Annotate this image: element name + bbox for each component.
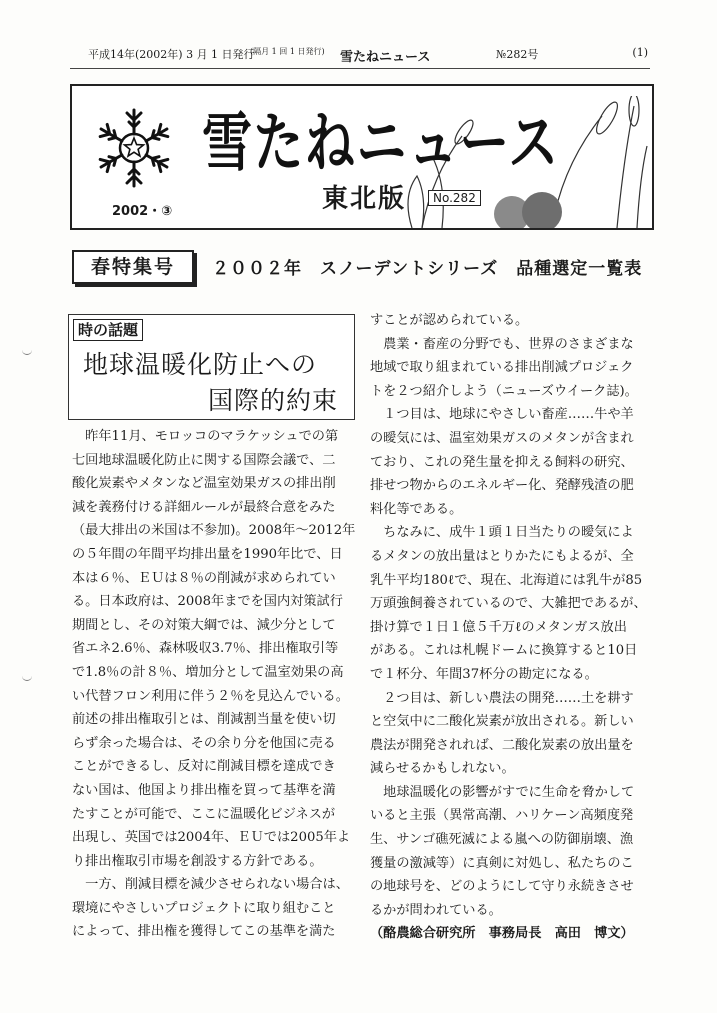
article-line: （最大排出の米国は不参加)。2008年～2012年 [72, 523, 356, 539]
article-line: ことができるし、反対に削減目標を達成でき [72, 759, 336, 775]
masthead [70, 84, 654, 230]
article-line: 減らせるかもしれない。 [370, 761, 515, 777]
article-line: 昨年11月、モロッコのマラケッシュでの第 [72, 429, 339, 444]
article-line: るメタンの放出量はとりかたにもよるが、全 [370, 548, 634, 564]
header-rule [70, 68, 650, 69]
special-issue-headline: ２００２年 スノーデントシリーズ 品種選定一覧表 [212, 259, 643, 279]
author-signature: （酪農総合研究所 事務局長 高田 博文） [370, 926, 634, 942]
header-title: 雪たねニュース [340, 50, 431, 65]
punch-hole-mark [22, 672, 32, 681]
article-line: すことが認められている。 [370, 313, 529, 328]
article-line: 省エネ2.6％、森林吸収3.7％、排出権取引等 [72, 641, 339, 657]
article-line: いると主張（異常高潮、ハリケーン高頻度発 [370, 808, 634, 824]
article-line: の曖気には、温室効果ガスのメタンが含まれ [370, 430, 634, 446]
article-line: る。日本政府は、2008年までを国内対策試行 [72, 594, 343, 610]
article-line: 掛け算で１日１億５千万ℓのメタンガス放出 [370, 619, 627, 635]
page-number: (1) [632, 46, 648, 59]
topic-label: 時の話題 [73, 319, 143, 341]
article-line: 万頭強飼養されているので、大雑把であるが、 [370, 596, 647, 612]
article-line: がある。これは札幌ドームに換算すると10日 [370, 643, 638, 659]
special-issue-label: 春特集号 [72, 250, 194, 284]
article-line: い代替フロン利用に伴う２％を見込んでいる。 [72, 688, 349, 704]
masthead-date: 2002・③ [112, 204, 173, 219]
article-line: ない国は、他国より排出権を買って基準を満 [72, 782, 336, 798]
article-line: 生、サンゴ礁死滅による嵐への防御崩壊、漁 [370, 832, 634, 848]
article-line: 農業・畜産の分野でも、世界のさまざまな [370, 336, 634, 352]
masthead-edition: 東北版 [322, 184, 407, 214]
article-line: 獲量の激減等）に真剣に対処し、私たちのこ [370, 855, 634, 871]
article-line: の地球号を、どのようにして守り永続きさせ [370, 879, 634, 895]
article-line: らず余った場合は、その余り分を他国に売る [72, 735, 336, 751]
article-line: 減を義務付ける詳細ルールが最終合意をみた [72, 499, 336, 515]
article-line: で１杯分、年間37杯分の勘定になる。 [370, 666, 598, 682]
article-line: 排せつ物からのエネルギー化、発酵残渣の肥 [370, 478, 634, 494]
article-line: ちなみに、成牛１頭１日当たりの曖気によ [370, 525, 634, 541]
issue-number: №282号 [496, 48, 539, 61]
article-line: 前述の排出権取引とは、削減割当量を使い切 [72, 712, 336, 728]
article-line: り排出権取引市場を創設する方針である。 [72, 853, 323, 869]
article-line: 地球温暖化の影響がすでに生命を脅かして [370, 784, 635, 800]
article-column-right [370, 309, 650, 946]
article-line: 出現し、英国では2004年、ＥＵでは2005年よ [72, 830, 351, 846]
article-line: の５年間の年間平均排出量を1990年比で、日 [72, 546, 343, 562]
special-issue-banner [72, 250, 652, 284]
article-line: るかが問われている。 [370, 902, 502, 918]
masthead-number: No.282 [428, 190, 481, 206]
article-line: ２つ目は、新しい農法の開発……土を耕す [370, 690, 634, 706]
article-line: と空気中に二酸化炭素が放出される。新しい [370, 714, 634, 730]
article-line: 期間とし、その対策大綱では、減少分として [72, 617, 336, 633]
article-line: 乳牛平均180ℓで、現在、北海道には乳牛が85 [370, 572, 643, 588]
snowflake-star-icon [92, 106, 176, 190]
masthead-title: 雪たねニュース [202, 107, 560, 181]
issue-date: 平成14年(2002年) 3 月 1 日発行 [88, 48, 255, 61]
page-header [88, 44, 648, 64]
article-line: たすことが可能で、ここに温暖化ビジネスが [72, 806, 336, 822]
article-line: ており、これの発生量を抑える飼料の研究、 [370, 454, 634, 470]
article-line: 料化等である。 [370, 501, 463, 517]
article-line: 環境にやさしいプロジェクトに取り組むこと [72, 900, 336, 916]
article-line: トを２つ紹介しよう（ニューズウイーク誌)。 [370, 383, 638, 399]
article-line: 地域で取り組まれている排出削減プロジェク [370, 360, 634, 376]
article-line: で1.8％の計８％、増加分として温室効果の高 [72, 664, 344, 680]
article-title-line2: 国際的約束 [207, 386, 338, 415]
article-line: １つ目は、地球にやさしい畜産……牛や羊 [370, 407, 634, 423]
article-line: 一方、削減目標を減少させられない場合は、 [72, 877, 349, 893]
punch-hole-mark [22, 346, 32, 355]
publication-frequency: (隔月 1 回 1 日発行) [250, 47, 325, 56]
article-line: 農法が開発されれば、二酸化炭素の放出量を [370, 737, 634, 753]
article-title-line1: 地球温暖化防止への [83, 350, 318, 379]
article-line: 本は６％、ＥＵは８％の削減が求められてい [72, 570, 336, 586]
article-line: 七回地球温暖化防止に関する国際会議で、二 [72, 452, 336, 468]
article-line: 酸化炭素やメタンなど温室効果ガスの排出削 [72, 476, 336, 492]
article-line: によって、排出権を獲得してこの基準を満た [72, 924, 336, 940]
article-title-box [68, 314, 355, 420]
article-column-left [72, 425, 357, 944]
